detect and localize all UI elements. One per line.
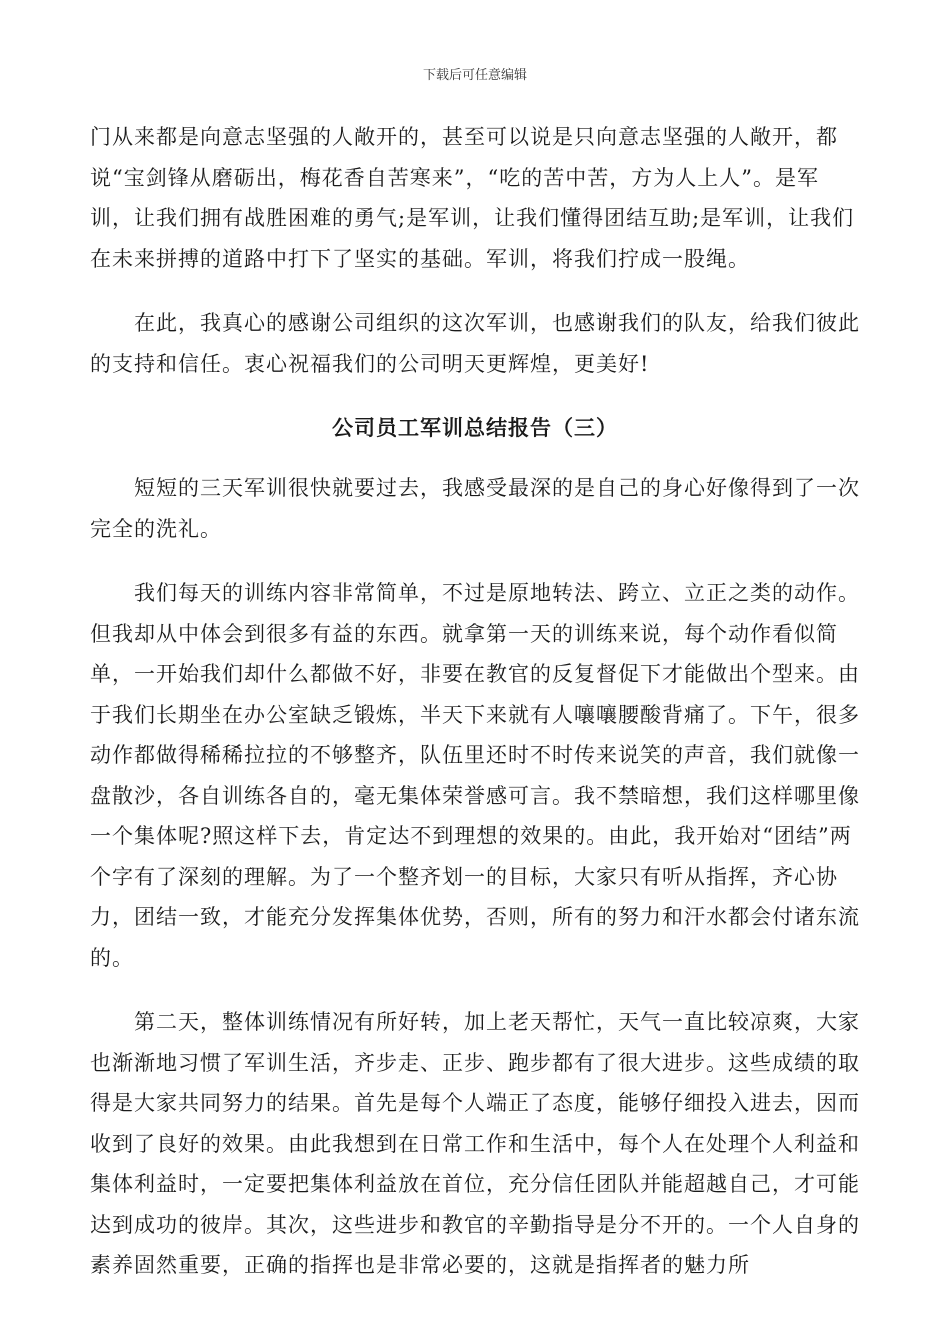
document-body: [90, 117, 860, 1310]
paragraph-intro: 短短的三天军训很快就要过去，我感受最深的是自己的身心好像得到了一次完全的洗礼。: [90, 476, 860, 541]
section-title: 公司员工军训总结报告（三）: [332, 415, 618, 440]
paragraph-thanks: 在此，我真心的感谢公司组织的这次军训，也感谢我们的队友，给我们彼此的支持和信任。衷心祝福我们的公司明天更辉煌，更美好!: [90, 311, 860, 376]
page-header-note: 下载后可任意编辑: [422, 68, 527, 83]
paragraph-continuation: 门从来都是向意志坚强的人敞开的，甚至可以说是只向意志坚强的人敞开，都说“宝剑锋从磨砺出，梅花香自苦寒来”，“吃的苦中苦，方为人上人”。是军训，让我们拥有战胜困难的勇气;是军训，让我们懂得团结互助;是军训，让我们在未来拼搏的道路中打下了坚实的基础。军训，将我们拧成一股绳。: [90, 125, 855, 271]
paragraph-day-one: 我们每天的训练内容非常简单，不过是原地转法、跨立、立正之类的动作。但我却从中体会到很多有益的东西。就拿第一天的训练来说，每个动作看似简单，一开始我们却什么都做不好，非要在教官的反复督促下才能做出个型来。由于我们长期坐在办公室缺乏锻炼，半天下来就有人嚷嚷腰酸背痛了。下午，很多动作都做得稀稀拉拉的不够整齐，队伍里还时不时传来说笑的声音，我们就像一盘散沙，各自训练各自的，毫无集体荣誉感可言。我不禁暗想，我们这样哪里像一个集体呢?照这样下去，肯定达不到理想的效果的。由此，我开始对“团结”两个字有了深刻的理解。为了一个整齐划一的目标，大家只有听从指挥，齐心协力，团结一致，才能充分发挥集体优势，否则，所有的努力和汗水都会付诸东流的。: [90, 581, 860, 970]
paragraph-day-two: 第二天，整体训练情况有所好转，加上老天帮忙，天气一直比较凉爽，大家也渐渐地习惯了军训生活，齐步走、正步、跑步都有了很大进步。这些成绩的取得是大家共同努力的结果。首先是每个人端正了态度，能够仔细投入进去，因而收到了良好的效果。由此我想到在日常工作和生活中，每个人在处理个人利益和集体利益时，一定要把集体利益放在首位，充分信任团队并能超越自己，才可能达到成功的彼岸。其次，这些进步和教官的辛勤指导是分不开的。一个人自身的素养固然重要，正确的指挥也是非常必要的，这就是指挥者的魅力所: [90, 1010, 860, 1277]
